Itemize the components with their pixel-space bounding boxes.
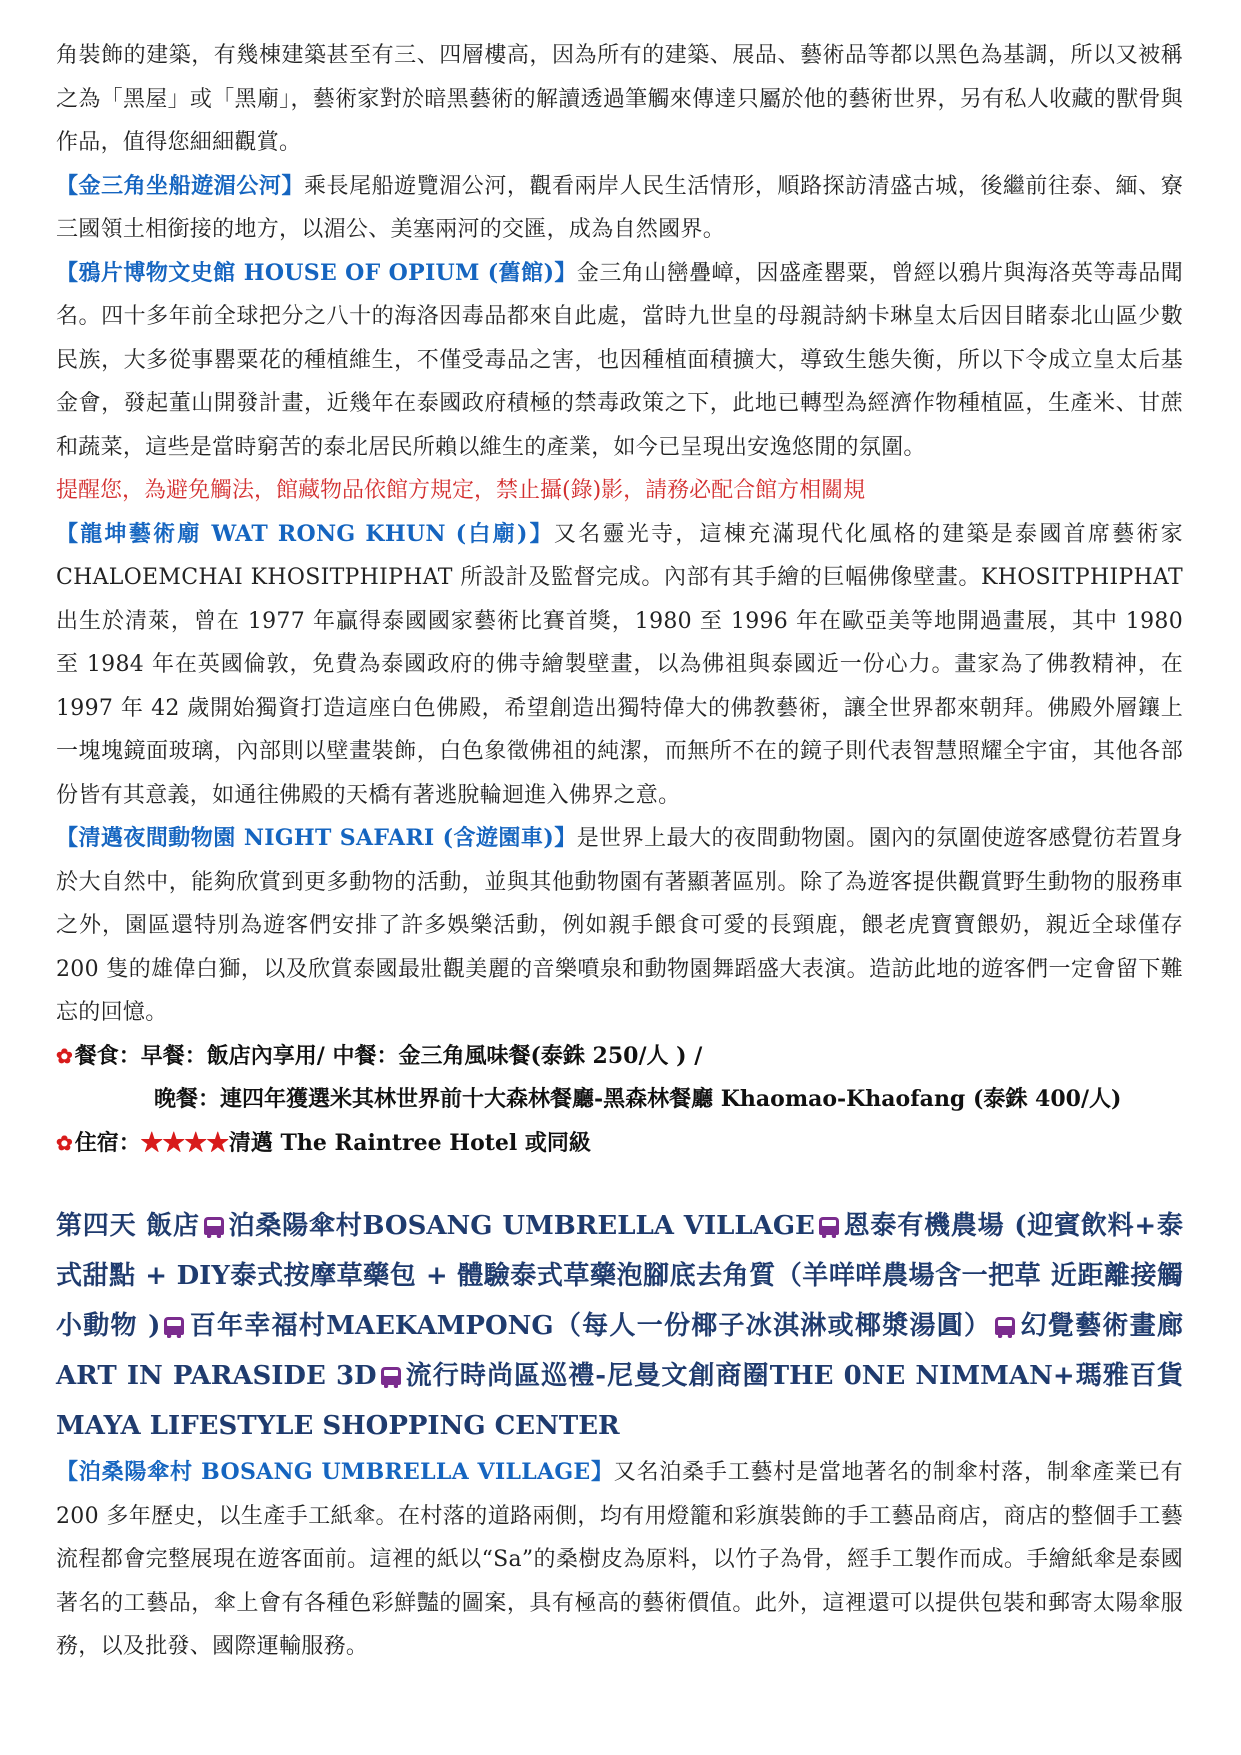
day4-segment: 第四天 飯店 (56, 1211, 200, 1241)
section-text: 乘長尾船遊覽湄公河，觀看兩岸人民生活情形，順路探訪清盛古城，後繼前往泰、緬、寮三國領土相銜接的地方，以湄公、美塞兩河的交匯，成為自然國界。 (56, 173, 1183, 242)
section-title: 【龍坤藝術廟 WAT RONG KHUN (白廟)】 (56, 520, 554, 547)
section-text: 又名泊桑手工藝村是當地著名的制傘村落，制傘產業已有 200 多年歷史，以生產手工紙傘。在村落的道路兩側，均有用燈籠和彩旗裝飾的手工藝品商店，商店的整個手工藝流程都會完整展現在遊客面前。這裡的紙以“Sa”的桑樹皮為原料，以竹子為骨，經手工製作而成。手繪紙傘是泰國著名的工藝品，傘上會有各種色彩鮮豔的圖案，具有極高的藝術價值。此外，這裡還可以提供包裝和郵寄太陽傘服務，以及批發、國際運輸服務。 (56, 1460, 1183, 1659)
day4-title (56, 1201, 1183, 1451)
dinner-line (56, 1078, 1183, 1122)
bosang-paragraph (56, 1451, 1183, 1669)
white-temple-paragraph (56, 513, 1183, 818)
section-title: 【鴉片博物文史館 HOUSE OF OPIUM (舊館)】 (56, 259, 577, 286)
photo-warning: 提醒您，為避免觸法，館藏物品依館方規定，禁止攝(錄)影，請務必配合館方相關規 (56, 478, 866, 503)
section-text: 又名靈光寺，這棟充滿現代化風格的建築是泰國首席藝術家 CHALOEMCHAI KHOSITPHIPHAT 所設計及監督完成。內部有其手繪的巨幅佛像壁畫。KHOSITPHIPHAT 出生於清萊，曾在 1977 年贏得泰國國家藝術比賽首獎，1980 至 1996 年在歐亞美等地開過畫展，其中 1980 至 1984 年在英國倫敦，免費為泰國政府的佛寺繪製壁畫，以為佛祖與泰國近一份心力。畫家為了佛教精神，在 1997 年 42 歲開始獨資打造這座白色佛殿，希望創造出獨特偉大的佛教藝術，讓全世界都來朝拜。佛殿外層鑲上一塊塊鏡面玻璃，內部則以壁畫裝飾，白色象徵佛祖的純潔，而無所不在的鏡子則代表智慧照耀全宇宙，其他各部份皆有其意義，如通往佛殿的天橋有著逃脫輪迴進入佛界之意。 (56, 521, 1183, 808)
day4-segment: 幻覺藝術畫廊ART IN PARASIDE 3D (56, 1311, 1183, 1391)
bus-icon (995, 1317, 1015, 1335)
bus-icon (204, 1217, 224, 1235)
night-safari-paragraph (56, 817, 1183, 1035)
day4-segment: 流行時尚區巡禮-尼曼文創商圈THE 0NE NIMMAN+瑪雅百貨MAYA LIFESTYLE SHOPPING CENTER (56, 1361, 1183, 1441)
day4-segment: 恩泰有機農場 (迎賓飲料+泰式甜點 + DIY泰式按摩草藥包 + 體驗泰式草藥泡腳底去角質（羊咩咩農場含一把草 近距離接觸小動物 ) (56, 1211, 1183, 1341)
meals-line (56, 1035, 1183, 1079)
day4-segment: 百年幸福村MAEKAMPONG（每人一份椰子冰淇淋或椰漿湯圓） (188, 1311, 992, 1341)
bus-icon (819, 1217, 839, 1235)
section-text: 是世界上最大的夜間動物園。園內的氛圍使遊客感覺彷若置身於大自然中，能夠欣賞到更多動物的活動，並與其他動物園有著顯著區別。除了為遊客提供觀賞野生動物的服務車之外，園區還特別為遊客們安排了許多娛樂活動，例如親手餵食可愛的長頸鹿，餵老虎寶寶餵奶，親近全球僅存 200 隻的雄偉白獅，以及欣賞泰國最壯觀美麗的音樂噴泉和動物園舞蹈盛大表演。造訪此地的遊客們一定會留下難忘的回憶。 (56, 826, 1183, 1025)
opium-museum-paragraph (56, 252, 1183, 470)
hotel-name: 清邁 The Raintree Hotel 或同級 (228, 1129, 591, 1156)
meals-line-1: 餐食：早餐：飯店內享用/ 中餐：金三角風味餐(泰銖 250/人 ) / (74, 1042, 703, 1069)
hotel-label: 住宿： (74, 1129, 141, 1156)
mekong-boat-paragraph (56, 165, 1183, 252)
black-house-paragraph: 角裝飾的建築，有幾棟建築甚至有三、四層樓高，因為所有的建築、展品、藝術品等都以黑色為基調，所以又被稱之為「黑屋」或「黑廟」，藝術家對於暗黑藝術的解讀透過筆觸來傳達只屬於他的藝術世界，另有私人收藏的獸骨與作品，值得您細細觀賞。 (56, 43, 1183, 155)
hotel-line (56, 1122, 1183, 1166)
flower-icon: ✿ (56, 1130, 73, 1155)
star-rating: ★★★★ (140, 1129, 229, 1156)
bus-icon (164, 1317, 184, 1335)
section-text: 金三角山巒疊嶂，因盛產罌粟，曾經以鴉片與海洛英等毒品聞名。四十多年前全球把分之八十的海洛因毒品都來自此處，當時九世皇的母親詩納卡琳皇太后因目睹泰北山區少數民族，大多從事罌粟花的種植維生，不僅受毒品之害，也因種植面積擴大，導致生態失衡，所以下令成立皇太后基金會，發起董山開發計畫，近幾年在泰國政府積極的禁毒政策之下，此地已轉型為經濟作物種植區，生產米、甘蔗和蔬菜，這些是當時窮苦的泰北居民所賴以維生的產業，如今已呈現出安逸悠閒的氛圍。 (56, 260, 1183, 460)
flower-icon: ✿ (56, 1043, 73, 1068)
section-title: 【金三角坐船遊湄公河】 (56, 172, 304, 199)
section-title: 【清邁夜間動物園 NIGHT SAFARI (含遊園車)】 (56, 825, 577, 851)
bus-icon (381, 1367, 401, 1385)
section-title: 【泊桑陽傘村 BOSANG UMBRELLA VILLAGE】 (56, 1459, 614, 1485)
day4-segment: 泊桑陽傘村BOSANG UMBRELLA VILLAGE (227, 1211, 815, 1241)
meals-line-2: 晚餐：連四年獲選米其林世界前十大森林餐廳-黑森林餐廳 Khaomao-Khaofang (泰銖 400/人) (154, 1086, 1122, 1112)
